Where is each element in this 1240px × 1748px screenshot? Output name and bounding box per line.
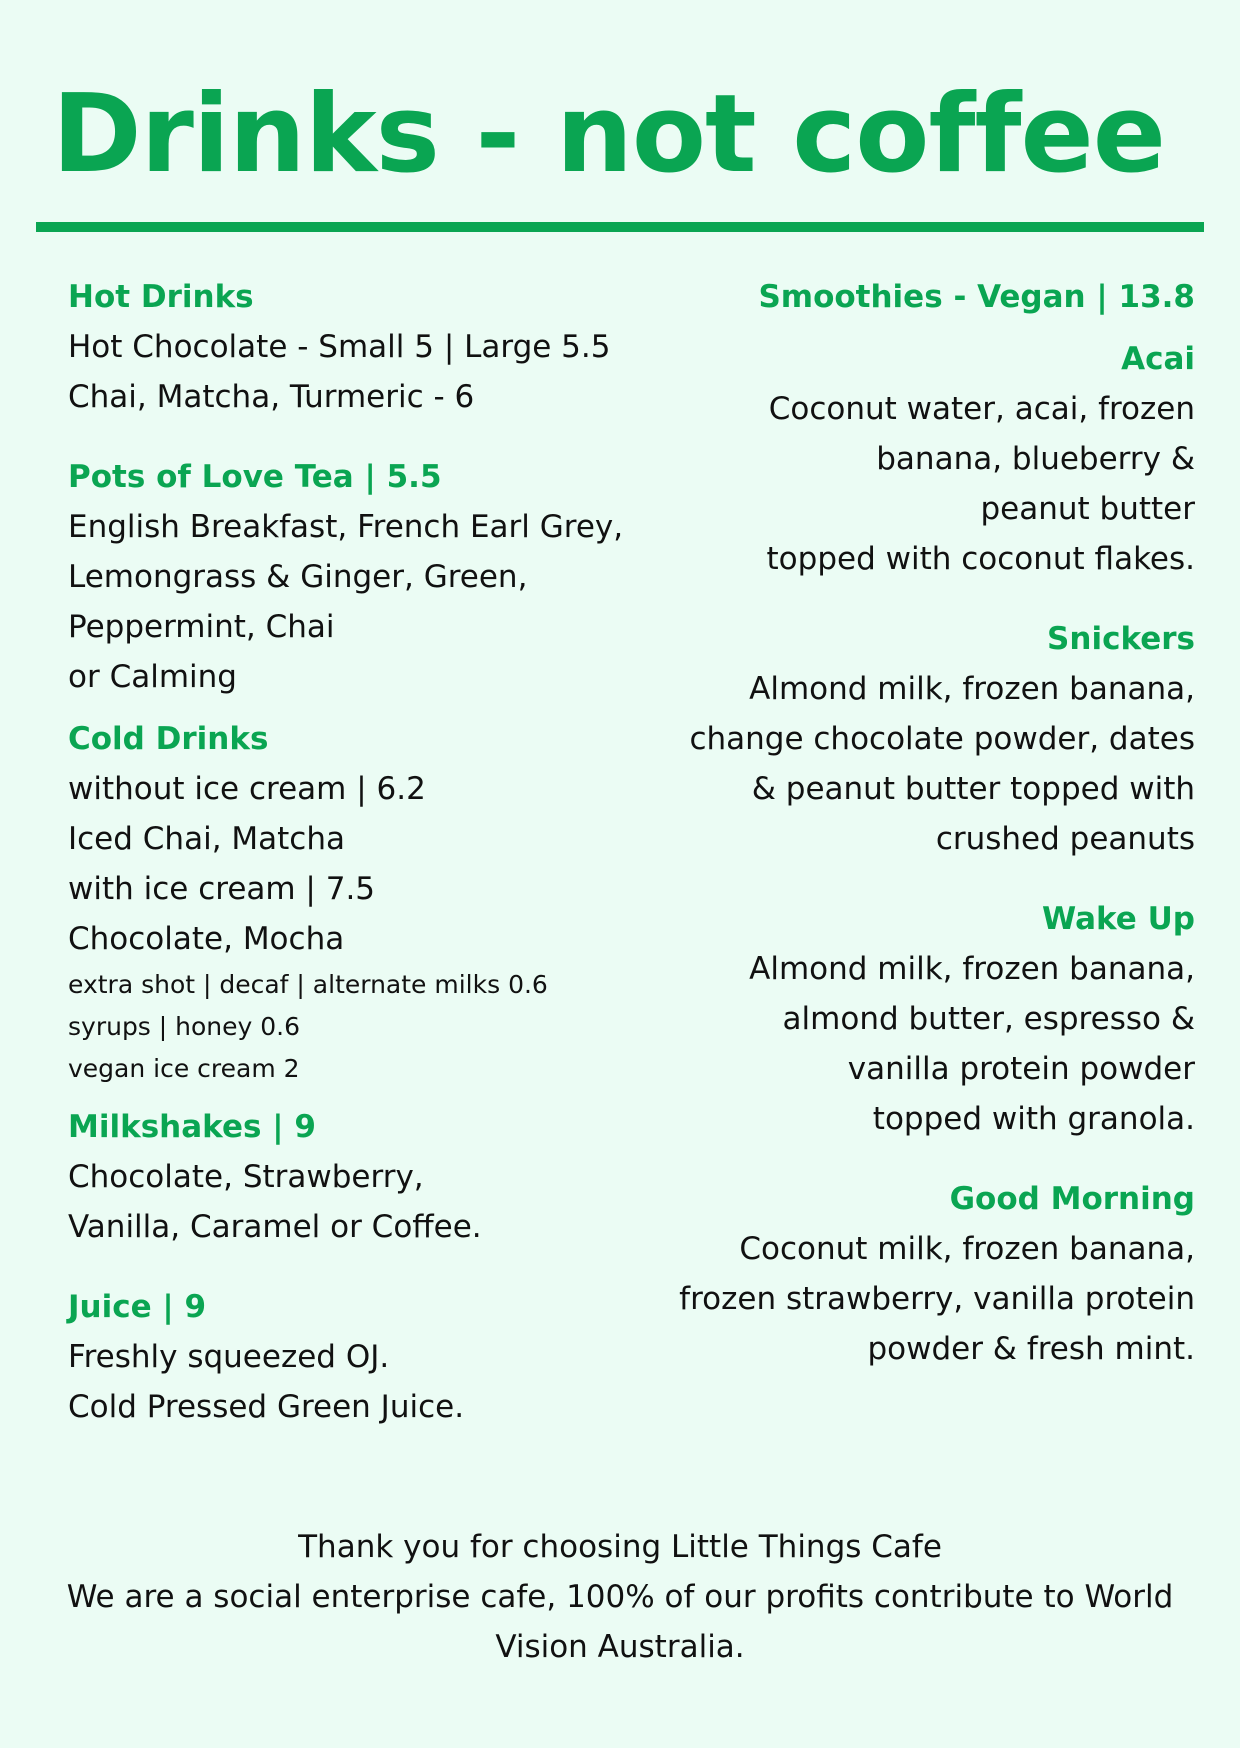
menu-line: Iced Chai, Matcha — [68, 821, 345, 857]
menu-line: crushed peanuts — [935, 821, 1195, 857]
section-juice — [68, 1282, 668, 1432]
section-title: Cold Drinks — [68, 721, 269, 757]
menu-line: with ice cream | 7.5 — [68, 871, 376, 907]
section-title: Snickers — [1047, 621, 1195, 657]
section-good-morning — [635, 1174, 1195, 1374]
section-title: Pots of Love Tea | 5.5 — [68, 459, 442, 495]
section-acai — [635, 334, 1195, 584]
smoothies-heading: Smoothies - Vegan | 13.8 — [758, 279, 1195, 315]
extras-line: vegan ice cream 2 — [68, 1054, 300, 1083]
menu-line: English Breakfast, French Earl Grey, — [68, 509, 624, 545]
right-column — [635, 272, 1195, 1374]
menu-line: or Calming — [68, 659, 237, 695]
footer — [40, 1522, 1200, 1672]
menu-line: & peanut butter topped with — [751, 771, 1195, 807]
section-title: Wake Up — [1042, 901, 1195, 937]
section-milkshakes — [68, 1102, 668, 1252]
left-column — [68, 272, 668, 1432]
menu-line: topped with coconut flakes. — [766, 541, 1195, 577]
page-title: Drinks - not coffee — [52, 72, 1165, 197]
menu-line: peanut butter — [980, 491, 1195, 527]
section-title: Good Morning — [949, 1181, 1195, 1217]
menu-line: Cold Pressed Green Juice. — [68, 1389, 465, 1425]
menu-line: vanilla protein powder — [847, 1051, 1195, 1087]
menu-line: Almond milk, frozen banana, — [749, 951, 1195, 987]
menu-line: Coconut milk, frozen banana, — [739, 1231, 1195, 1267]
menu-line: Chocolate, Strawberry, — [68, 1159, 424, 1195]
menu-line: change chocolate powder, dates — [689, 721, 1195, 757]
menu-line: without ice cream | 6.2 — [68, 771, 426, 807]
section-cold-drinks — [68, 714, 668, 1090]
menu-line: Vanilla, Caramel or Coffee. — [68, 1209, 482, 1245]
menu-line: Almond milk, frozen banana, — [749, 671, 1195, 707]
section-title: Acai — [1121, 341, 1195, 377]
title-divider — [36, 222, 1204, 232]
menu-line: frozen strawberry, vanilla protein — [679, 1281, 1195, 1317]
menu-line: Chai, Matcha, Turmeric - 6 — [68, 379, 475, 415]
extras-line: syrups | honey 0.6 — [68, 1012, 301, 1041]
section-title: Milkshakes | 9 — [68, 1109, 316, 1145]
footer-line: Thank you for choosing Little Things Cafe — [298, 1529, 942, 1565]
menu-line: Lemongrass & Ginger, Green, — [68, 559, 528, 595]
menu-line: Peppermint, Chai — [68, 609, 335, 645]
extras-line: extra shot | decaf | alternate milks 0.6 — [68, 970, 548, 999]
footer-line: We are a social enterprise cafe, 100% of our profits contribute to World — [66, 1579, 1174, 1615]
menu-line: almond butter, espresso & — [782, 1001, 1195, 1037]
menu-line: Coconut water, acai, frozen — [768, 391, 1195, 427]
section-wake-up — [635, 894, 1195, 1144]
section-title: Juice | 9 — [68, 1289, 207, 1325]
section-pots-of-love-tea — [68, 452, 668, 702]
section-snickers — [635, 614, 1195, 864]
section-title: Hot Drinks — [68, 279, 254, 315]
menu-line: powder & fresh mint. — [867, 1331, 1195, 1367]
menu-line: Chocolate, Mocha — [68, 921, 345, 957]
menu-line: topped with granola. — [872, 1101, 1195, 1137]
menu-line: banana, blueberry & — [876, 441, 1195, 477]
menu-line: Hot Chocolate - Small 5 | Large 5.5 — [68, 329, 611, 365]
section-hot-drinks — [68, 272, 668, 422]
menu-line: Freshly squeezed OJ. — [68, 1339, 390, 1375]
footer-line: Vision Australia. — [495, 1629, 745, 1665]
